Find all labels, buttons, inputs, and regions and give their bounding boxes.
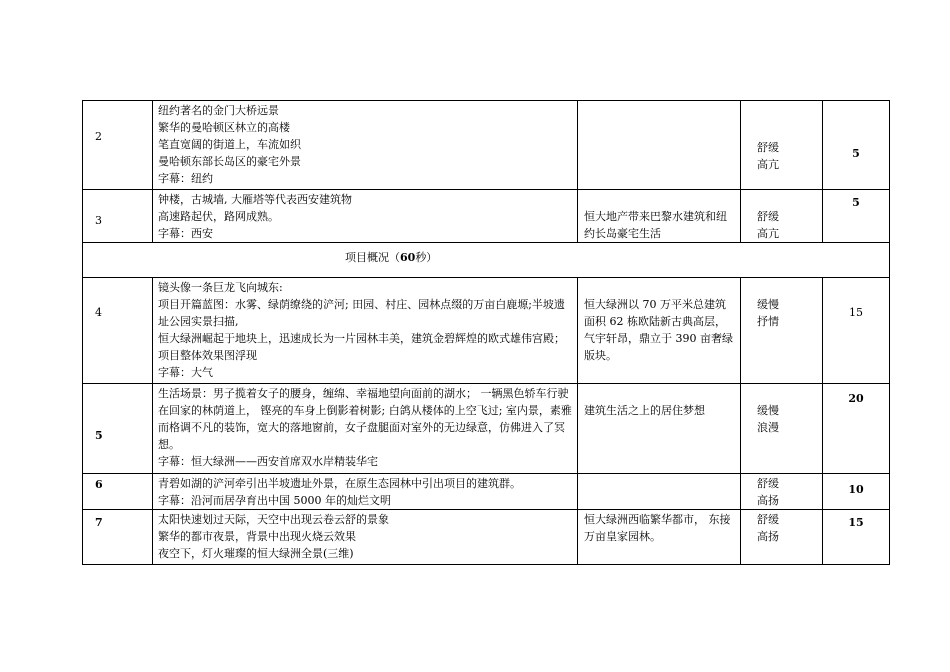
duration-cell: 10 xyxy=(823,474,890,510)
section-header-row xyxy=(83,243,890,278)
voiceover-cell: 建筑生活之上的居住梦想 xyxy=(578,384,741,474)
voiceover-cell: 恒大绿洲西临繁华都市， 东接万亩皇家园林。 xyxy=(578,510,741,565)
table-row xyxy=(83,510,890,565)
duration-cell: 5 xyxy=(823,101,890,190)
table-row xyxy=(83,384,890,474)
table-row xyxy=(83,278,890,384)
voiceover-cell xyxy=(578,101,741,190)
voiceover-cell: 恒大绿洲以 70 万平米总建筑面积 62 栋欧陆新古典高层，气宇轩昂，鼎立于 390 亩奢绿版块。 xyxy=(578,278,741,384)
table-row xyxy=(83,474,890,510)
shot-number: 7 xyxy=(83,510,153,565)
duration-cell: 5 xyxy=(823,190,890,243)
voiceover-cell xyxy=(578,474,741,510)
table-row xyxy=(83,190,890,243)
music-cell: 舒缓 高亢 xyxy=(741,190,823,243)
table-row xyxy=(83,101,890,190)
shot-number: 4 xyxy=(83,278,153,384)
shot-description: 青碧如湖的浐河牵引出半坡遗址外景，在原生态园林中引出项目的建筑群。 字幕：沿河而居孕育出中国 5000 年的灿烂文明 xyxy=(153,474,578,510)
section-title: 项目概况（60秒） xyxy=(83,243,890,278)
music-cell: 舒缓 高扬 xyxy=(741,510,823,565)
voiceover-cell: 恒大地产带来巴黎水建筑和纽约长岛豪宅生活 xyxy=(578,190,741,243)
music-cell: 舒缓 高亢 xyxy=(741,101,823,190)
shot-description: 纽约著名的金门大桥远景 繁华的曼哈顿区林立的高楼 笔直宽阔的街道上，车流如织 曼哈顿东部长岛区的豪宅外景 字幕：纽约 xyxy=(153,101,578,190)
shot-number: 2 xyxy=(83,101,153,190)
duration-cell: 15 xyxy=(823,510,890,565)
music-cell: 舒缓 高扬 xyxy=(741,474,823,510)
shot-number: 3 xyxy=(83,190,153,243)
music-cell: 缓慢 抒情 xyxy=(741,278,823,384)
music-cell: 缓慢 浪漫 xyxy=(741,384,823,474)
shot-description: 太阳快速划过天际，天空中出现云卷云舒的景象 繁华的都市夜景，背景中出现火烧云效果 夜空下，灯火璀璨的恒大绿洲全景(三维) xyxy=(153,510,578,565)
shot-number: 5 xyxy=(83,384,153,474)
shot-number: 6 xyxy=(83,474,153,510)
duration-cell: 20 xyxy=(823,384,890,474)
shot-description: 镜头像一条巨龙飞向城东: 项目开篇蓝图：水雾、绿荫缭绕的浐河; 田园、村庄、园林点缀的万亩白鹿塬;半坡遗址公园实景扫描, 恒大绿洲崛起于地块上，迅速成长为一片园林丰美，建筑金碧辉煌的欧式雄伟宫殿；项目整体效果图浮现 字幕：大气 xyxy=(153,278,578,384)
shot-description: 生活场景：男子揽着女子的腰身，缠绵、幸福地望向面前的湖水； 一辆黑色轿车行驶在回家的林荫道上， 铿亮的车身上倒影着树影; 白鸽从楼体的上空飞过; 室内景，素雅而格调不凡的装饰，宽大的落地窗前，女子盘腿面对室外的无边绿意，仿佛进入了冥想。 字幕：恒大绿洲——西安首席双水岸精装华宅 xyxy=(153,384,578,474)
shot-description: 钟楼，古城墙, 大雁塔等代表西安建筑物 高速路起伏，路网成熟。 字幕：西安 xyxy=(153,190,578,243)
duration-cell: 15 xyxy=(823,278,890,384)
storyboard-table xyxy=(82,100,890,565)
